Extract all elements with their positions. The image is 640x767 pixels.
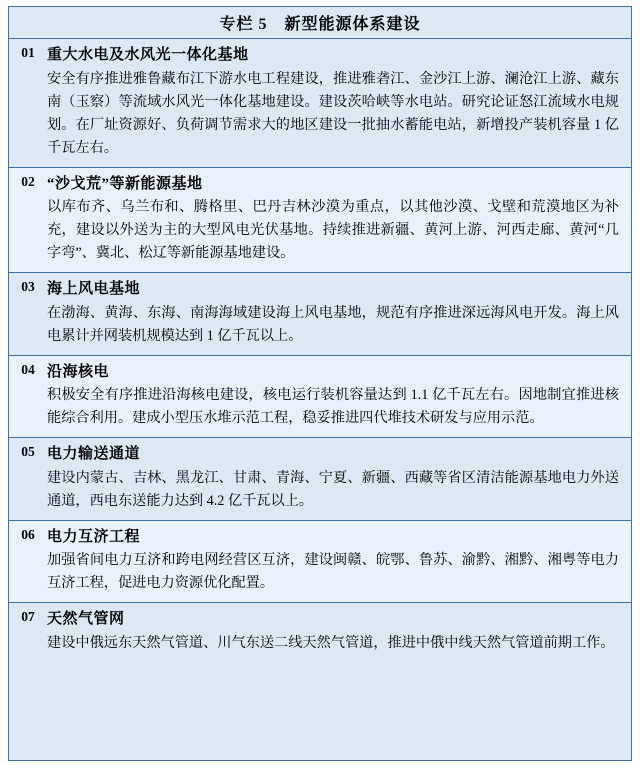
item-paragraph: 建设内蒙古、吉林、黑龙江、甘肃、青海、宁夏、新疆、西藏等省区清洁能源基地电力外送通道，西电东送能力达到 4.2 亿千瓦以上。	[47, 469, 619, 509]
item-number: 05	[21, 444, 35, 459]
item-number: 03	[21, 279, 35, 294]
item-number: 06	[21, 526, 35, 542]
item-paragraph: 积极安全有序推进沿海核电建设，核电运行装机容量达到 1.1 亿千瓦左右。因地制宜推进核能综合利用。建成小型压水堆示范工程，稳妥推进四代堆技术研发与应用示范。	[47, 387, 619, 426]
item-paragraph: 安全有序推进雅鲁藏布江下游水电工程建设，推进雅砻江、金沙江上游、澜沧江上游、藏东南（玉察）等流域水风光一体化基地建设。建设茨哈峡等水电站。研究论证怒江流域水电规划。在厂址资源好、负荷调节需求大的地区建设一批抽水蓄能电站，新增投产装机容量 1 亿千瓦左右。	[47, 70, 619, 156]
item-heading: 海上风电基地	[47, 281, 141, 297]
item-heading: “沙戈荒”等新能源基地	[47, 175, 203, 192]
item-heading: 沿海核电	[47, 363, 110, 380]
item-number: 01	[21, 45, 35, 60]
item-body	[47, 356, 631, 438]
item-body	[47, 39, 631, 167]
item-body	[47, 438, 631, 520]
list-item	[9, 438, 631, 521]
list-item	[9, 39, 631, 168]
list-item	[9, 273, 631, 356]
box-title: 专栏 5 新型能源体系建设	[219, 16, 421, 33]
list-item	[9, 603, 631, 662]
item-body	[47, 521, 631, 603]
list-item	[9, 356, 631, 439]
list-item	[9, 521, 631, 604]
box-item-list	[9, 39, 631, 760]
list-item	[9, 168, 631, 274]
item-number: 04	[21, 361, 35, 377]
item-paragraph: 加强省间电力互济和跨电网经营区互济，建设闽赣、皖鄂、鲁苏、渝黔、湘黔、湘粤等电力互济工程，促进电力资源优化配置。	[47, 552, 619, 591]
box-title-bar	[9, 7, 631, 39]
item-number: 07	[21, 609, 35, 624]
item-paragraph: 以库布齐、乌兰布和、腾格里、巴丹吉林沙漠为重点，以其他沙漠、戈壁和荒漠地区为补充，建设以外送为主的大型风电光伏基地。持续推进新疆、黄河上游、河西走廊、黄河“几字弯”、冀北、松辽等新能源基地建设。	[47, 199, 619, 261]
item-heading: 电力输送通道	[47, 446, 141, 462]
item-heading: 天然气管网	[47, 611, 125, 627]
item-body	[47, 603, 631, 662]
item-body	[47, 168, 631, 273]
item-number: 02	[21, 173, 35, 189]
item-paragraph: 在渤海、黄海、东海、南海海域建设海上风电基地，规范有序推进深远海风电开发。海上风电累计并网装机规模达到 1 亿千瓦以上。	[47, 304, 619, 344]
feature-box	[8, 6, 632, 761]
item-heading: 重大水电及水风光一体化基地	[47, 47, 249, 63]
item-heading: 电力互济工程	[47, 528, 141, 545]
item-paragraph: 建设中俄远东天然气管道、川气东送二线天然气管道，推进中俄中线天然气管道前期工作。	[47, 634, 615, 651]
item-body	[47, 273, 631, 355]
